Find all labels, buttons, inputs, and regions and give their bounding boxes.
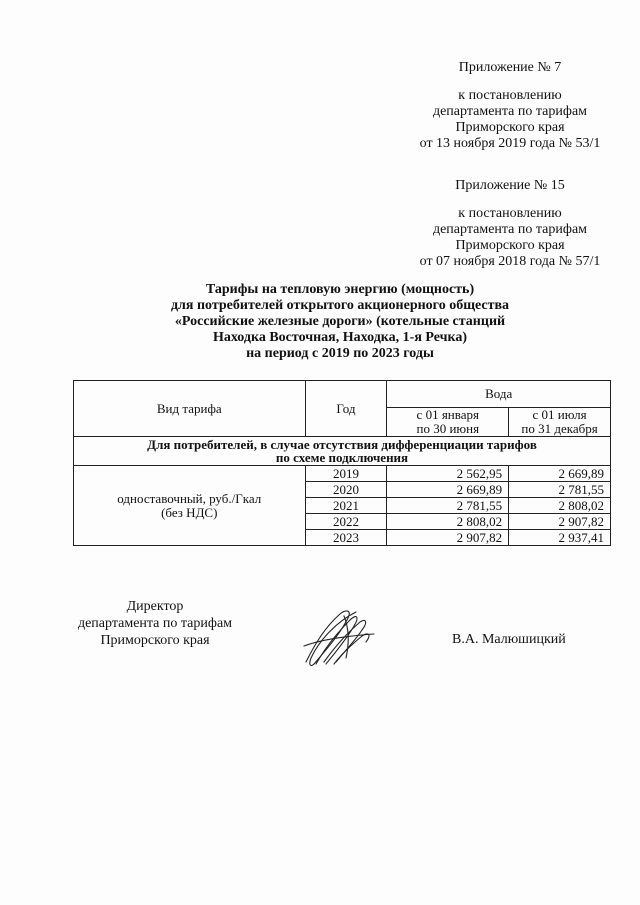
title-line: Тарифы на тепловую энергию (мощность) [205, 282, 475, 297]
h1-value: 2 808,02 [387, 514, 509, 530]
h2-value: 2 808,02 [509, 498, 611, 514]
period-1-to: по 30 июня [416, 421, 480, 436]
section-header [74, 437, 611, 466]
annex-15-header [360, 178, 640, 270]
tariff-table [73, 380, 611, 546]
h2-value: 2 907,82 [509, 514, 611, 530]
h2-value: 2 937,41 [509, 530, 611, 546]
annex-7-header [360, 60, 640, 152]
tariff-type-line: (без НДС) [161, 504, 218, 520]
annex-7-line: от 13 ноября 2019 года № 53/1 [419, 136, 601, 151]
document-title [60, 282, 620, 362]
h1-value: 2 781,55 [387, 498, 509, 514]
annex-7-line: департамента по тарифам [432, 104, 588, 119]
header-period-2 [509, 408, 611, 437]
title-line: на период с 2019 по 2023 годы [246, 346, 434, 361]
title-line: «Российские железные дороги» (котельные станций [174, 314, 506, 329]
section-line: по схеме подключения [275, 450, 409, 465]
table-row [74, 466, 611, 482]
director-line: Директор [126, 599, 184, 614]
annex-15-line: от 07 ноября 2018 года № 57/1 [419, 254, 601, 269]
signer-name: В.А. Малюшицкий [452, 632, 566, 647]
year-cell: 2023 [305, 530, 387, 546]
annex-15-line: к постановлению [458, 206, 562, 221]
year-cell: 2019 [305, 466, 387, 482]
section-line: Для потребителей, в случае отсутствия дифференциации тарифов [147, 437, 537, 452]
tariff-type-cell [74, 466, 306, 546]
annex-15-title: Приложение № 15 [455, 178, 565, 193]
title-line: Находка Восточная, Находка, 1-я Речка) [212, 330, 468, 345]
annex-7-line: к постановлению [458, 88, 562, 103]
header-water: Вода [387, 381, 611, 408]
h1-value: 2 562,95 [387, 466, 509, 482]
director-line: департамента по тарифам [77, 616, 233, 631]
year-cell: 2021 [305, 498, 387, 514]
director-block [55, 598, 255, 649]
annex-7-line: Приморского края [455, 120, 565, 135]
h2-value: 2 781,55 [509, 482, 611, 498]
annex-7-title: Приложение № 7 [458, 60, 562, 75]
year-cell: 2022 [305, 514, 387, 530]
period-1-from: с 01 января [416, 407, 479, 422]
annex-15-line: департамента по тарифам [432, 222, 588, 237]
header-period-1 [387, 408, 509, 437]
h1-value: 2 907,82 [387, 530, 509, 546]
director-line: Приморского края [100, 633, 210, 648]
tariff-type-line: одноставочный, руб./Гкал [117, 490, 262, 506]
h1-value: 2 669,89 [387, 482, 509, 498]
header-tariff-type: Вид тарифа [74, 381, 306, 437]
handwritten-signature [300, 606, 380, 668]
header-year: Год [305, 381, 387, 437]
title-line: для потребителей открытого акционерного общества [170, 298, 510, 313]
period-2-to: по 31 декабря [521, 421, 598, 436]
annex-15-line: Приморского края [455, 238, 565, 253]
period-2-from: с 01 июля [532, 407, 587, 422]
year-cell: 2020 [305, 482, 387, 498]
h2-value: 2 669,89 [509, 466, 611, 482]
